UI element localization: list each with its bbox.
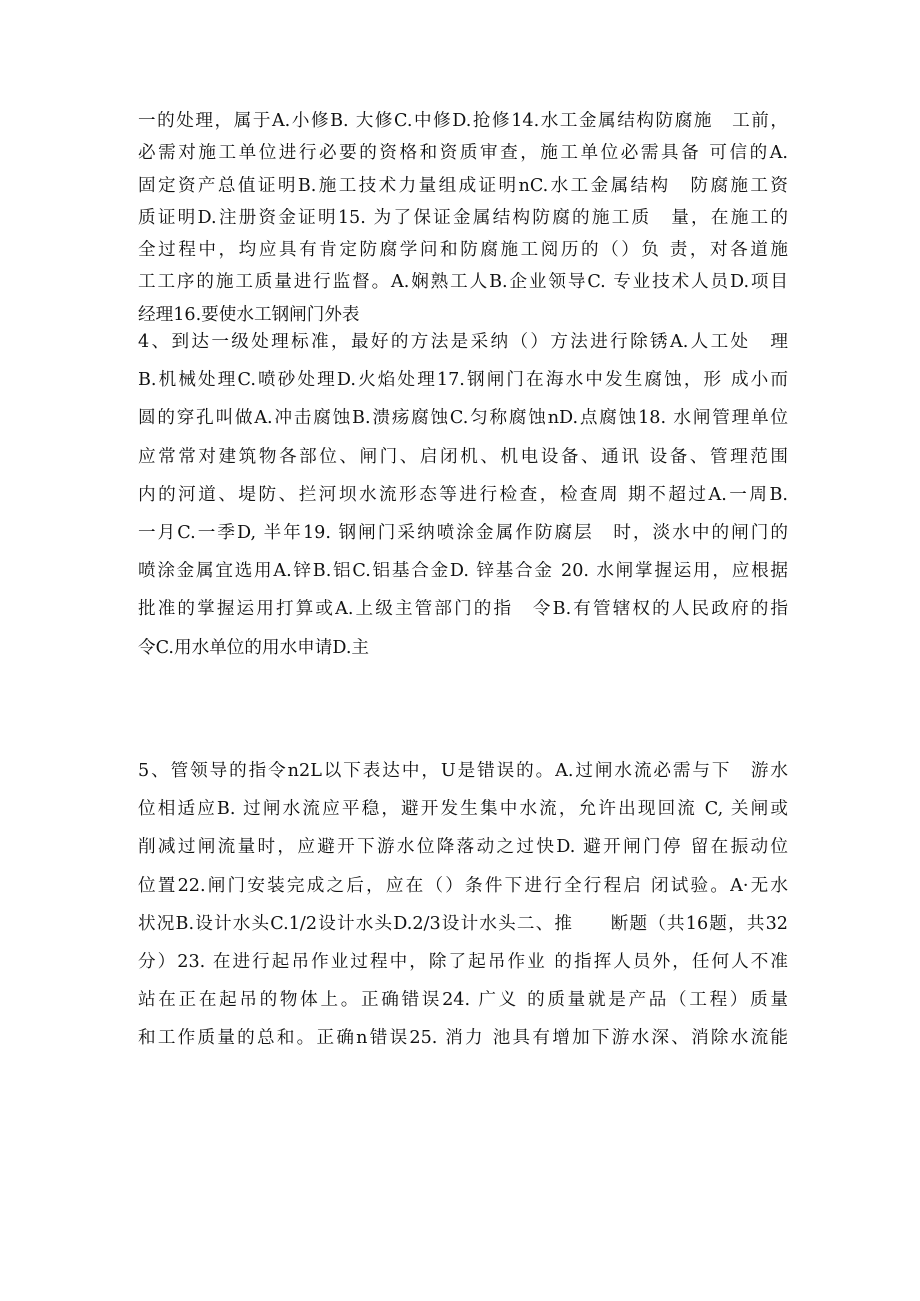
text-line: 必需对施工单位进行必要的资格和资质审查，施工单位必需具备 可信的A. xyxy=(138,143,788,164)
text-line: 应常常对建筑物各部位、闸门、启闭机、机电设备、通讯 设备、管理范围 xyxy=(138,446,788,467)
text-line: 和工作质量的总和。正确n错误25. 消力 池具有增加下游水深、消除水流能 xyxy=(138,1028,788,1049)
text-line: 批准的掌握运用打算或A.上级主管部门的指 令B.有管辖权的人民政府的指 xyxy=(138,599,788,620)
text-line: 喷涂金属宜选用A.锌B.铝C.铝基合金D. 锌基合金 20. 水闸掌握运用，应根据 xyxy=(138,561,788,582)
text-line: 内的河道、堤防、拦河坝水流形态等进行检查，检查周 期不超过A.一周B. xyxy=(138,484,788,505)
text-line: 分）23. 在进行起吊作业过程中，除了起吊作业 的指挥人员外，任何人不准 xyxy=(138,951,788,972)
text-line: 圆的穿孔叫做A.冲击腐蚀B.溃疡腐蚀C.匀称腐蚀nD.点腐蚀18. 水闸管理单位 xyxy=(138,408,788,429)
paragraph-1 xyxy=(138,105,788,331)
text-line: 质证明D.注册资金证明15. 为了保证金属结构防腐的施工质 量，在施工的 xyxy=(138,207,788,228)
text-line: 4、到达一级处理标准，最好的方法是采纳（）方法进行除锈A.人工处 理 xyxy=(138,332,788,352)
text-line: 削减过闸流量时，应避开下游水位降落动之过快D. 避开闸门停 留在振动位 xyxy=(138,837,788,858)
paragraph-2 xyxy=(138,323,788,667)
text-line: 位置22.闸门安装完成之后，应在（）条件下进行全行程启 闭试验。A·无水 xyxy=(138,875,788,896)
text-line: 令C.用水单位的用水申请D.主 xyxy=(138,637,370,658)
text-line: 工工序的施工质量进行监督。A.娴熟工人B.企业领导C. 专业技术人员D.项目 xyxy=(138,272,788,293)
text-line: 经理16.要使水工钢闸门外表 xyxy=(138,304,360,325)
text-line: 站在正在起吊的物体上。正确错误24. 广义 的质量就是产品（工程）质量 xyxy=(138,990,788,1011)
text-line: 位相适应B. 过闸水流应平稳，避开发生集中水流，允许出现回流 C, 关闸或 xyxy=(138,799,788,820)
paragraph-3 xyxy=(138,752,788,1058)
text-line: B.机械处理C.喷砂处理D.火焰处理17.钢闸门在海水中发生腐蚀，形 成小而 xyxy=(138,370,788,391)
text-line: 状况B.设计水头C.1/2设计水头D.2/3设计水头二、推 断题（共16题，共32 xyxy=(138,913,788,934)
text-line: 一的处理，属于A.小修B. 大修C.中修D.抢修14.水工金属结构防腐施 工前， xyxy=(138,111,788,131)
text-line: 全过程中，均应具有肯定防腐学问和防腐施工阅历的（）负 责，对各道施 xyxy=(138,240,788,261)
text-line: 5、管领导的指令n2L以下表达中，U是错误的。A.过闸水流必需与下 游水 xyxy=(138,761,788,781)
text-line: 一月C.一季D, 半年19. 钢闸门采纳喷涂金属作防腐层 时，淡水中的闸门的 xyxy=(138,522,788,543)
text-line: 固定资产总值证明B.施工技术力量组成证明nC.水工金属结构 防腐施工资 xyxy=(138,175,788,196)
